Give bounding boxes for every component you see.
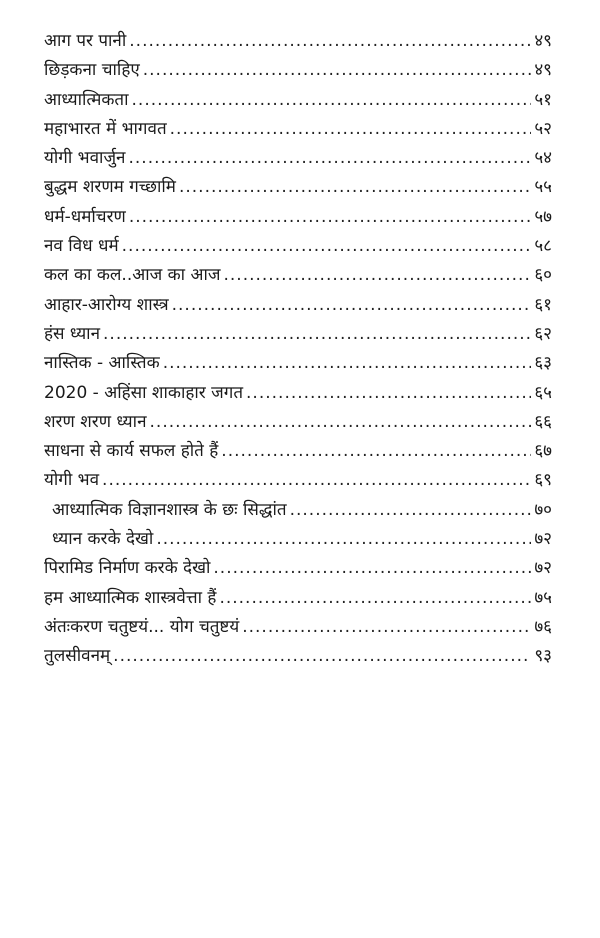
toc-entry-page: ७२ xyxy=(534,558,552,579)
toc-entry-title: बुद्धम शरणम गच्छामि xyxy=(44,177,176,198)
toc-entry-page: ७५ xyxy=(534,587,552,608)
toc-entry-page: ४९ xyxy=(534,60,552,81)
toc-entry xyxy=(44,642,552,671)
toc-entry-title: आध्यात्मिक विज्ञानशास्त्र के छः सिद्धांत xyxy=(52,499,287,520)
dot-leader xyxy=(113,642,531,671)
toc-entry-page: ६३ xyxy=(534,353,552,374)
toc-entry-title: योगी भवार्जुन xyxy=(44,148,126,169)
dot-leader xyxy=(221,437,531,466)
toc-entry-title: छिड़कना चाहिए xyxy=(44,60,140,81)
dot-leader xyxy=(242,613,531,642)
toc-entry-page: ७२ xyxy=(534,529,552,550)
dot-leader xyxy=(213,554,531,583)
toc-entry-title: ध्यान करके देखो xyxy=(52,529,154,550)
toc-entry-page: ६० xyxy=(534,265,552,286)
toc-entry xyxy=(44,56,552,85)
toc-entry xyxy=(44,320,552,349)
toc-entry xyxy=(44,173,552,202)
toc-entry xyxy=(44,86,552,115)
toc-entry xyxy=(44,349,552,378)
toc-entry xyxy=(44,496,552,525)
toc-entry xyxy=(44,379,552,408)
toc-entry-page: ६२ xyxy=(534,323,552,344)
dot-leader xyxy=(163,349,532,378)
toc-entry-title: अंतःकरण चतुष्टयं... योग चतुष्टयं xyxy=(44,616,240,637)
toc-entry-title: पिरामिड निर्माण करके देखो xyxy=(44,558,211,579)
dot-leader xyxy=(290,496,532,525)
toc-entry xyxy=(44,554,552,583)
toc-entry-page: ६७ xyxy=(534,441,552,462)
dot-leader xyxy=(223,261,531,290)
toc-entry-title: नव विध धर्म xyxy=(44,236,119,257)
toc-entry-page: ५५ xyxy=(534,177,552,198)
toc-entry-title: आग पर पानी xyxy=(44,31,127,51)
toc-entry-title: आध्यात्मिकता xyxy=(44,89,129,110)
dot-leader xyxy=(132,86,532,115)
toc-entry-page: ५७ xyxy=(534,206,552,227)
table-of-contents xyxy=(44,27,552,672)
toc-entry-title: साधना से कार्य सफल होते हैं xyxy=(44,441,219,462)
toc-entry xyxy=(44,115,552,144)
toc-entry xyxy=(44,232,552,261)
toc-entry-page: ५२ xyxy=(534,118,552,139)
dot-leader xyxy=(103,320,531,349)
toc-entry-title: नास्तिक - आस्तिक xyxy=(44,353,160,374)
toc-entry-title: 2020 - अहिंसा शाकाहार जगत xyxy=(44,382,244,403)
toc-entry-page: ६९ xyxy=(534,470,552,491)
dot-leader xyxy=(179,173,531,202)
toc-entry xyxy=(44,437,552,466)
toc-entry xyxy=(44,261,552,290)
toc-entry-title: तुलसीवनम् xyxy=(44,646,111,667)
toc-entry-page: ९३ xyxy=(534,646,552,667)
toc-entry-title: शरण शरण ध्यान xyxy=(44,411,147,432)
toc-entry xyxy=(44,27,552,56)
toc-entry-page: ५८ xyxy=(534,236,552,257)
toc-entry-page: ६१ xyxy=(534,294,552,315)
toc-entry xyxy=(44,525,552,554)
toc-entry-title: धर्म-धर्माचरण xyxy=(44,206,126,227)
toc-entry xyxy=(44,613,552,642)
toc-entry-title: कल का कल..आज का आज xyxy=(44,265,221,286)
toc-entry-page: ६५ xyxy=(534,382,552,403)
dot-leader xyxy=(246,379,531,408)
toc-entry-page: ६६ xyxy=(534,411,552,432)
toc-entry xyxy=(44,144,552,173)
toc-entry-title: आहार-आरोग्य शास्त्र xyxy=(44,294,169,315)
toc-entry-title: हंस ध्यान xyxy=(44,323,101,344)
dot-leader xyxy=(172,291,532,320)
toc-entry-page: ४९ xyxy=(534,31,552,51)
dot-leader xyxy=(143,56,532,85)
dot-leader xyxy=(156,525,531,554)
toc-entry xyxy=(44,408,552,437)
toc-entry-title: महाभारत में भागवत xyxy=(44,118,167,139)
toc-entry-title: हम आध्यात्मिक शास्त्रवेत्ता हैं xyxy=(44,587,217,608)
dot-leader xyxy=(129,144,532,173)
dot-leader xyxy=(129,203,531,232)
dot-leader xyxy=(219,584,531,613)
toc-entry xyxy=(44,203,552,232)
dot-leader xyxy=(150,408,532,437)
dot-leader xyxy=(122,232,532,261)
toc-entry-title: योगी भव xyxy=(44,470,100,491)
toc-entry xyxy=(44,584,552,613)
toc-entry-page: ५१ xyxy=(534,89,552,110)
toc-entry-page: ५४ xyxy=(534,148,552,169)
dot-leader xyxy=(129,27,531,56)
toc-entry-page: ७० xyxy=(534,499,552,520)
dot-leader xyxy=(170,115,532,144)
toc-entry xyxy=(44,291,552,320)
toc-entry-page: ७६ xyxy=(534,616,552,637)
toc-entry xyxy=(44,466,552,495)
dot-leader xyxy=(102,466,531,495)
